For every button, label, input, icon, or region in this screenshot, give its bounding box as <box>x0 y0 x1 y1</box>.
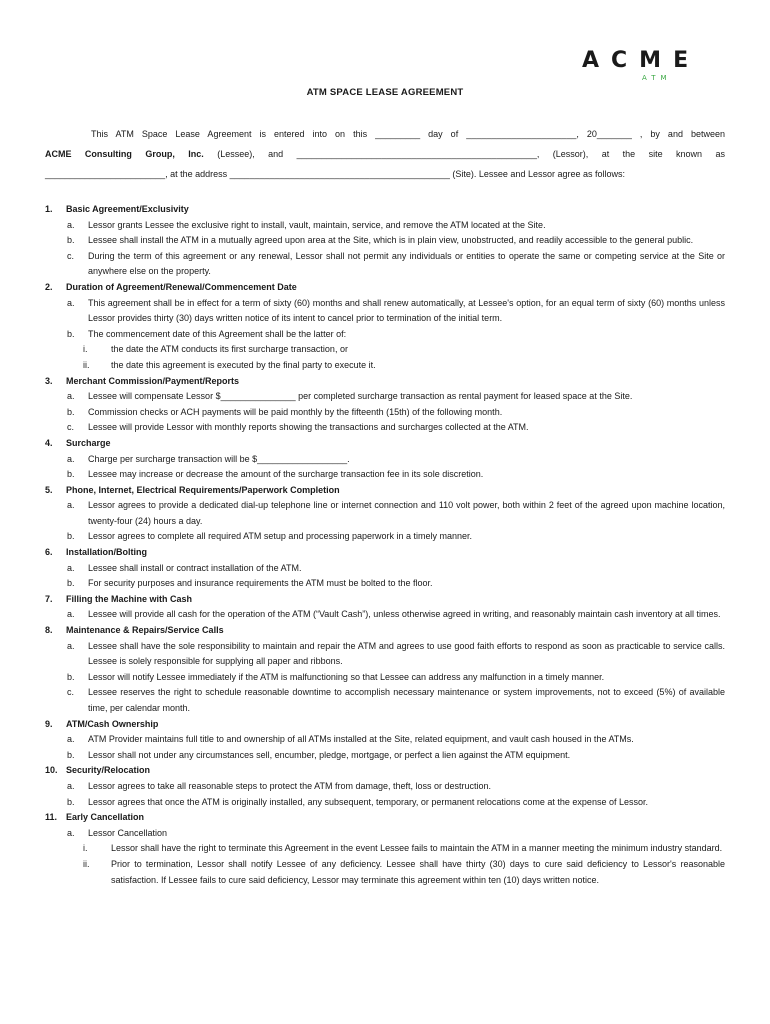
clause-marker: a. <box>67 562 75 573</box>
clause-text: Lessor shall not under any circumstances sell, encumber, pledge, mortgage, or perfect a lien against the ATM equipment. <box>88 749 571 760</box>
clause-marker: a. <box>67 500 75 511</box>
clause-marker: c. <box>67 422 75 433</box>
section-heading <box>45 436 725 452</box>
section <box>45 436 725 483</box>
clause-item <box>45 685 725 716</box>
section-heading <box>45 623 725 639</box>
clause-text: Lessor agrees to take all reasonable steps to protect the ATM from damage, theft, loss or destruction. <box>88 780 492 791</box>
clause-text: This agreement shall be in effect for a term of sixty (60) months and shall renew automatically, at Lessee's option, for an equal term of sixty (60) months unless Lessor provides thirty (30) days written notice of its intent to cancel prior to termination of the initial term. <box>88 297 725 324</box>
intro-line-2-rest: (Lessee), and ________________________________________________, (Lessor), at the site known as <box>203 149 725 159</box>
clause-item <box>45 826 725 842</box>
clause-item <box>45 795 725 811</box>
clause-text: The commencement date of this Agreement shall be the latter of: <box>88 328 347 339</box>
clause-text: Charge per surcharge transaction will be $__________________. <box>88 453 350 464</box>
sub-clause-text: the date the ATM conducts its first surcharge transaction, or <box>111 344 348 355</box>
clause-marker: b. <box>67 578 75 589</box>
clause-item <box>45 249 725 280</box>
section-title: Early Cancellation <box>66 812 145 823</box>
clause-marker: a. <box>67 734 75 745</box>
section-heading <box>45 717 725 733</box>
sub-clause-text: the date this agreement is executed by the final party to execute it. <box>111 359 376 370</box>
clause-text: Lessor Cancellation <box>88 827 168 838</box>
clause-marker: b. <box>67 671 75 682</box>
acme-logo <box>578 48 730 84</box>
clause-item <box>45 607 725 623</box>
clause-item <box>45 732 725 748</box>
agreement-sections <box>45 202 725 888</box>
clause-marker: b. <box>67 531 75 542</box>
clause-text: Lessee may increase or decrease the amount of the surcharge transaction fee in its sole discretion. <box>88 469 484 480</box>
sub-clause-marker: ii. <box>83 359 90 370</box>
section <box>45 623 725 717</box>
clause-text: Lessee will provide all cash for the operation of the ATM (“Vault Cash”), unless otherwise agreed in writing, and reasonably maintain cash inventory at all times. <box>88 609 721 620</box>
section-number: 2. <box>45 281 53 292</box>
section-heading <box>45 592 725 608</box>
section-number: 9. <box>45 718 53 729</box>
clause-item <box>45 233 725 249</box>
section-heading <box>45 280 725 296</box>
clause-marker: b. <box>67 749 75 760</box>
clause-item <box>45 389 725 405</box>
sub-clause-item <box>45 358 725 374</box>
section <box>45 717 725 764</box>
clause-text: Lessee shall install the ATM in a mutually agreed upon area at the Site, which is in plain view, unobstructed, and readily accessible to the general public. <box>88 235 694 246</box>
clause-item <box>45 467 725 483</box>
clause-marker: b. <box>67 235 75 246</box>
section-heading <box>45 763 725 779</box>
sub-clause-item <box>45 342 725 358</box>
section-number: 10. <box>45 765 58 776</box>
clause-item <box>45 498 725 529</box>
section-heading <box>45 374 725 390</box>
section-number: 1. <box>45 204 53 214</box>
intro-paragraph <box>45 124 725 184</box>
clause-marker: a. <box>67 827 75 838</box>
clause-item <box>45 405 725 421</box>
clause-marker: a. <box>67 780 75 791</box>
clause-text: Lessor agrees that once the ATM is originally installed, any subsequent, temporary, or permanent relocations come at the expense of Lessor. <box>88 796 648 807</box>
clause-item <box>45 420 725 436</box>
section-title: Security/Relocation <box>66 765 151 776</box>
clause-marker: c. <box>67 687 75 698</box>
clause-item <box>45 296 725 327</box>
section <box>45 592 725 623</box>
logo-wordmark: ACME <box>582 48 701 73</box>
section <box>45 545 725 592</box>
clause-text: ATM Provider maintains full title to and ownership of all ATMs installed at the Site, related equipment, and vault cash housed in the ATMs. <box>88 734 634 745</box>
clause-marker: c. <box>67 250 75 261</box>
clause-text: Lessee shall install or contract installation of the ATM. <box>88 562 302 573</box>
clause-item <box>45 748 725 764</box>
section-title: Maintenance & Repairs/Service Calls <box>66 625 224 636</box>
clause-marker: a. <box>67 609 75 620</box>
section <box>45 810 725 888</box>
clause-marker: a. <box>67 640 75 651</box>
sub-clause-item <box>45 841 725 857</box>
sub-clause-item <box>45 857 725 888</box>
section-title: Merchant Commission/Payment/Reports <box>66 375 240 386</box>
clause-item <box>45 779 725 795</box>
section-heading <box>45 202 725 218</box>
clause-item <box>45 561 725 577</box>
clause-marker: b. <box>67 406 75 417</box>
clause-marker: a. <box>67 297 75 308</box>
clause-marker: a. <box>67 391 75 402</box>
clause-item <box>45 639 725 670</box>
intro-line-3: ________________________, at the address ____________________________________________ (Site). Lessee and Lessor agree as follows: <box>45 169 625 179</box>
sub-clause-marker: i. <box>83 843 88 854</box>
clause-text: For security purposes and insurance requirements the ATM must be bolted to the floor. <box>88 578 433 589</box>
section-number: 6. <box>45 547 53 558</box>
section-number: 8. <box>45 625 53 636</box>
clause-marker: b. <box>67 328 75 339</box>
section <box>45 280 725 374</box>
section-number: 7. <box>45 593 53 604</box>
section <box>45 374 725 436</box>
clause-text: Commission checks or ACH payments will be paid monthly by the fifteenth (15th) of the following month. <box>88 406 503 417</box>
section-title: Filling the Machine with Cash <box>66 593 193 604</box>
section-heading <box>45 810 725 826</box>
clause-text: Lessee will provide Lessor with monthly reports showing the transactions and surcharges collected at the ATM. <box>88 422 529 433</box>
lessee-name: ACME Consulting Group, Inc. <box>45 149 204 159</box>
sub-clause-marker: i. <box>83 344 88 355</box>
section-title: Duration of Agreement/Renewal/Commencement Date <box>66 281 297 292</box>
sub-clause-text: Lessor shall have the right to terminate this Agreement in the event Lessee fails to maintain the ATM in a manner meeting the minimum industry standard. <box>111 843 723 854</box>
clause-item <box>45 452 725 468</box>
section <box>45 202 725 280</box>
clause-marker: b. <box>67 469 75 480</box>
section <box>45 483 725 545</box>
clause-marker: a. <box>67 453 75 464</box>
clause-text: During the term of this agreement or any renewal, Lessor shall not permit any individuals or entities to operate the same or competing service at the Site or anywhere else on the property. <box>88 250 725 277</box>
section-title: Installation/Bolting <box>66 547 147 558</box>
section-title: Surcharge <box>66 437 111 448</box>
clause-text: Lessor grants Lessee the exclusive right to install, vault, maintain, service, and remove the ATM located at the Site. <box>88 219 546 230</box>
intro-line-1: This ATM Space Lease Agreement is entered into on this _________ day of ______________________, 20_______ , by and between <box>91 129 725 139</box>
clause-item <box>45 576 725 592</box>
clause-item <box>45 218 725 234</box>
section-number: 11. <box>45 812 58 823</box>
section-title: Basic Agreement/Exclusivity <box>66 204 189 214</box>
clause-marker: a. <box>67 219 75 230</box>
section-number: 3. <box>45 375 53 386</box>
clause-text: Lessee shall have the sole responsibility to maintain and repair the ATM and agrees to use good faith efforts to respond as soon as practicable to service calls. Lessee is solely responsible for supplying all paper and ribbons. <box>88 640 725 667</box>
clause-marker: b. <box>67 796 75 807</box>
clause-text: Lessor will notify Lessee immediately if the ATM is malfunctioning so that Lessee can address any malfunction in a timely manner. <box>88 671 605 682</box>
clause-text: Lessee will compensate Lessor $_______________ per completed surcharge transaction as rental payment for leased space at the Site. <box>88 391 633 402</box>
section <box>45 763 725 810</box>
clause-item <box>45 670 725 686</box>
sub-clause-marker: ii. <box>83 858 90 869</box>
section-number: 4. <box>45 437 53 448</box>
clause-text: Lessor agrees to provide a dedicated dial-up telephone line or internet connection and 110 volt power, both within 2 feet of the agreed upon machine location, twenty-four (24) hours a day. <box>88 500 725 526</box>
clause-item <box>45 529 725 545</box>
document-title: ATM SPACE LEASE AGREEMENT <box>306 87 464 98</box>
clause-text: Lessee reserves the right to schedule reasonable downtime to accomplish necessary maintenance or system improvements, not to exceed (5%) of available time, per calendar month. <box>88 687 725 713</box>
section-number: 5. <box>45 484 53 495</box>
section-title: Phone, Internet, Electrical Requirements/Paperwork Completion <box>66 484 340 495</box>
intro-line-2 <box>45 144 725 164</box>
section-heading <box>45 483 725 499</box>
sub-clause-text: Prior to termination, Lessor shall notify Lessee of any deficiency. Lessee shall have thirty (30) days to cure said deficiency to Lessor's reasonable satisfaction. If Lessee fails to cure said deficiency, Lessor may terminate this agreement within ten (10) days written notice. <box>111 858 725 885</box>
logo-subtext: ATM <box>642 74 672 82</box>
clause-text: Lessor agrees to complete all required ATM setup and processing paperwork in a timely manner. <box>88 531 473 542</box>
section-title: ATM/Cash Ownership <box>66 718 159 729</box>
clause-item <box>45 327 725 343</box>
section-heading <box>45 545 725 561</box>
